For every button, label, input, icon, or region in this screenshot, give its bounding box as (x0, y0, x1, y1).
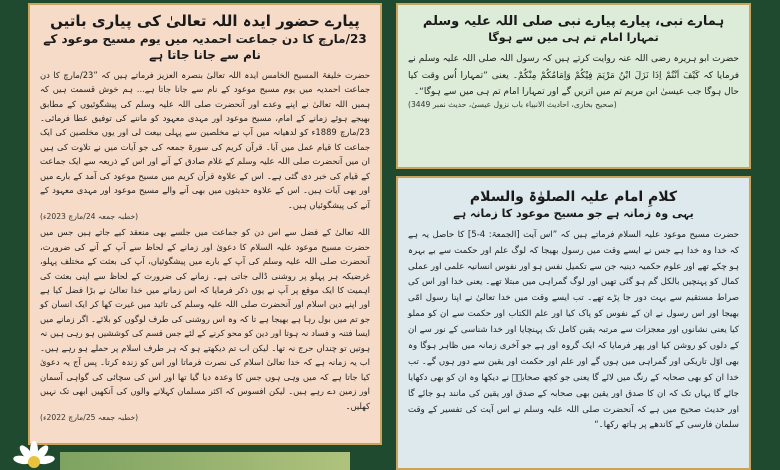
sermon-citation-2: (خطبہ جمعہ 25/مارچ 2022ء) (40, 413, 139, 423)
panel-subtitle: یہی وہ زمانہ ہے جو مسیح موعود کا زمانہ ہے (453, 206, 694, 220)
panel-title: پیارے حضور ایدہ اللہ تعالیٰ کی پیاری باتیں (50, 12, 360, 30)
panel-subtitle: 23/مارچ کا دن جماعت احمدیہ میں یوم مسیح موعود کے نام سے جانا جاتا ہے (43, 32, 367, 63)
panel-title: کلامِ امام علیہ الصلوٰۃ والسلام (469, 189, 678, 205)
promised-messiah-panel (396, 176, 751, 470)
panel-subtitle: تمہارا امام تم ہی میں سے ہوگا (488, 30, 659, 44)
hadith-panel (396, 3, 751, 169)
hadith-paragraph: حضرت ابو ہریرہ رضی اللہ عنہ روایت کرتے ہیں کہ رسول اللہ صلی اللہ علیہ وسلم نے فرمایا کہ کَیْفَ اَنْتُمْ اِذَا نَزَلَ ابْنُ مَرْیَمَ فِیْکُمْ وَاِمَامُکُمْ مِنْکُمْ۔ یعنی ”تمہارا اُس وقت کیا حال ہوگا جب عیسیٰ ابن مریم تم میں اتریں گے اور تمہارا امام تم ہی میں سے ہوگا“۔ (408, 54, 739, 97)
flower-icon (0, 440, 70, 470)
decorative-bar (60, 452, 350, 470)
friday-sermon-panel (28, 3, 382, 445)
sermon-paragraph-2: اللہ تعالیٰ کے فضل سے اس دن کو جماعت میں جلسے بھی منعقد کیے جاتے ہیں جس میں حضرت مسیح موعود علیہ السلام کا دعویٰ اور زمانے کے لحاظ سے آپ کے آنے کی ضرورت، آنحضرت صلی اللہ علیہ وسلم کی آپ کے بارے میں پیشگوئیاں، آپ کی بعثت کے مختلف پہلو، غرضیکہ ہر پہلو پر روشنی ڈالی جاتی ہے۔ زمانے کی ضرورت کے لحاظ سے اپنی بعثت کی اہمیت کا ایک موقع پر آپ نے یوں ذکر فرمایا کہ اس زمانے میں خدا تعالیٰ نے بڑا فضل کیا ہے اور اپنے دین اسلام اور آنحضرت صلی اللہ علیہ وسلم کی تائید میں غیرت کھا کر ایک انسان کو جو تم میں بول رہا ہے بھیجا ہے تا کہ وہ اس روشنی کی طرف لوگوں کو بلائے۔ اگر زمانے میں ایسا فتنہ و فساد نہ ہوتا اور دین کو محو کرنے کے لئے جس قسم کی کوششیں ہو رہی ہیں نہ ہوتیں تو چنداں حرج نہ تھا۔ لیکن اب تم دیکھتے ہو کہ ہر طرف اسلام پر حملے ہو رہے ہیں۔ اب یہ زمانہ ہے کہ خدا تعالیٰ اسلام کی نصرت فرماتا اور اس کو زندہ کرتا۔ پس آج یہ دعویٰ کیا جاتا ہے کہ میں وہی ہوں جس کا وعدہ دیا گیا تھا اور اس کی سچائی کی گواہی آسمان اور زمین دے رہے ہیں۔ لیکن افسوس کہ اکثر مسلمان کہلانے والوں کی آنکھیں ابھی تک نہیں کھلیں۔ (40, 227, 370, 411)
sermon-paragraph-1: حضرت خلیفۃ المسیح الخامس ایدہ اللہ تعالیٰ بنصرہ العزیز فرماتے ہیں کہ ”23/مارچ کا دن جماعت احمدیہ میں یوم مسیح موعود کے نام سے جانا جاتا ہے... ہم خوش قسمت ہیں کہ ہمیں اللہ تعالیٰ نے اپنے وعدے اور آنحضرت صلی اللہ علیہ وسلم کی پیشگوئیوں کے مطابق بھیجے ہوئے زمانے کے امام، مسیح موعود اور مہدی معہود کو ماننے کی توفیق عطا فرمائی۔ 23/مارچ 1889ء کو لدھیانہ میں آپ نے مخلصین سے پہلی بیعت لی اور یوں مخلصین کی ایک جماعت کا قیام عمل میں آیا۔ قرآن کریم کی سورۃ جمعہ کی جو آیات میں نے تلاوت کی ہیں ان میں آنحضرت صلی اللہ علیہ وسلم کے غلام صادق کے آنے اور اس کے ذریعہ سے ایک جماعت کے قیام کی خبر دی گئی ہے۔ اس کے علاوہ قرآن کریم میں مسیح موعود کی آمد کے بارے میں اور بھی آیات ہیں۔ اس کے علاوہ حدیثوں میں بھی آنے والے مسیح موعود اور مہدی معہود کے آنے کی پیشگوئیاں ہیں۔ (40, 69, 370, 210)
panel-title: ہمارے نبی، پیارے پیارے نبی صلی اللہ علیہ وسلم (422, 14, 725, 29)
sermon-citation-1: (خطبہ جمعہ 24/مارچ 2023ء) (40, 212, 139, 222)
hadith-citation: (صحیح بخاری، احادیث الانبیاء باب نزول عیسیٰ، حدیث نمبر 3449) (408, 99, 617, 109)
quote-paragraph: حضرت مسیح موعود علیہ السلام فرماتے ہیں کہ ”اس آیت [الجمعۃ: 4-5] کا حاصل یہ ہے کہ خدا وہ خدا ہے جس نے ایسے وقت میں رسول بھیجا کہ لوگ علم اور حکمت سے بے بہرہ ہو چکے تھے اور علوم حکمیہ دینیہ جن سے تکمیل نفس ہو اور نفوس انسانیہ علمی اور عملی کمال کو پہنچیں بالکل گم ہو گئی تھیں اور لوگ گمراہی میں مبتلا تھے۔ یعنی خدا اور اس کی صراط مستقیم سے بہت دور جا پڑے تھے۔ تب ایسے وقت میں خدا تعالیٰ نے اپنا رسول امّی بھیجا اور اس رسول نے ان کے نفوس کو پاک کیا اور علم الکتاب اور حکمت سے ان کو مملو کیا یعنی نشانوں اور معجزات سے مرتبہ یقین کامل تک پہنچایا اور خدا شناسی کے نور سے ان کے دلوں کو روشن کیا اور پھر فرمایا کہ ایک گروہ اور ہے جو آخری زمانہ میں ظاہر ہوگا وہ بھی اوّل تاریکی اور گمراہی میں ہوں گے اور علم اور حکمت اور یقین سے دور ہوں گے۔ تب خدا ان کو بھی صحابہ کے رنگ میں لائے گا یعنی جو کچھ صحابہؓ نے دیکھا وہ ان کو بھی دکھایا جائے گا یہاں تک کہ ان کا صدق اور یقین بھی صحابہ کے صدق اور یقین کی مانند ہو جائے گا اور حدیث صحیح میں ہے کہ آنحضرت صلی اللہ علیہ وسلم نے اس آیت کی تفسیر کے وقت سلمان فارسی کے کاندھے پر ہاتھ رکھا۔“ (408, 229, 739, 431)
